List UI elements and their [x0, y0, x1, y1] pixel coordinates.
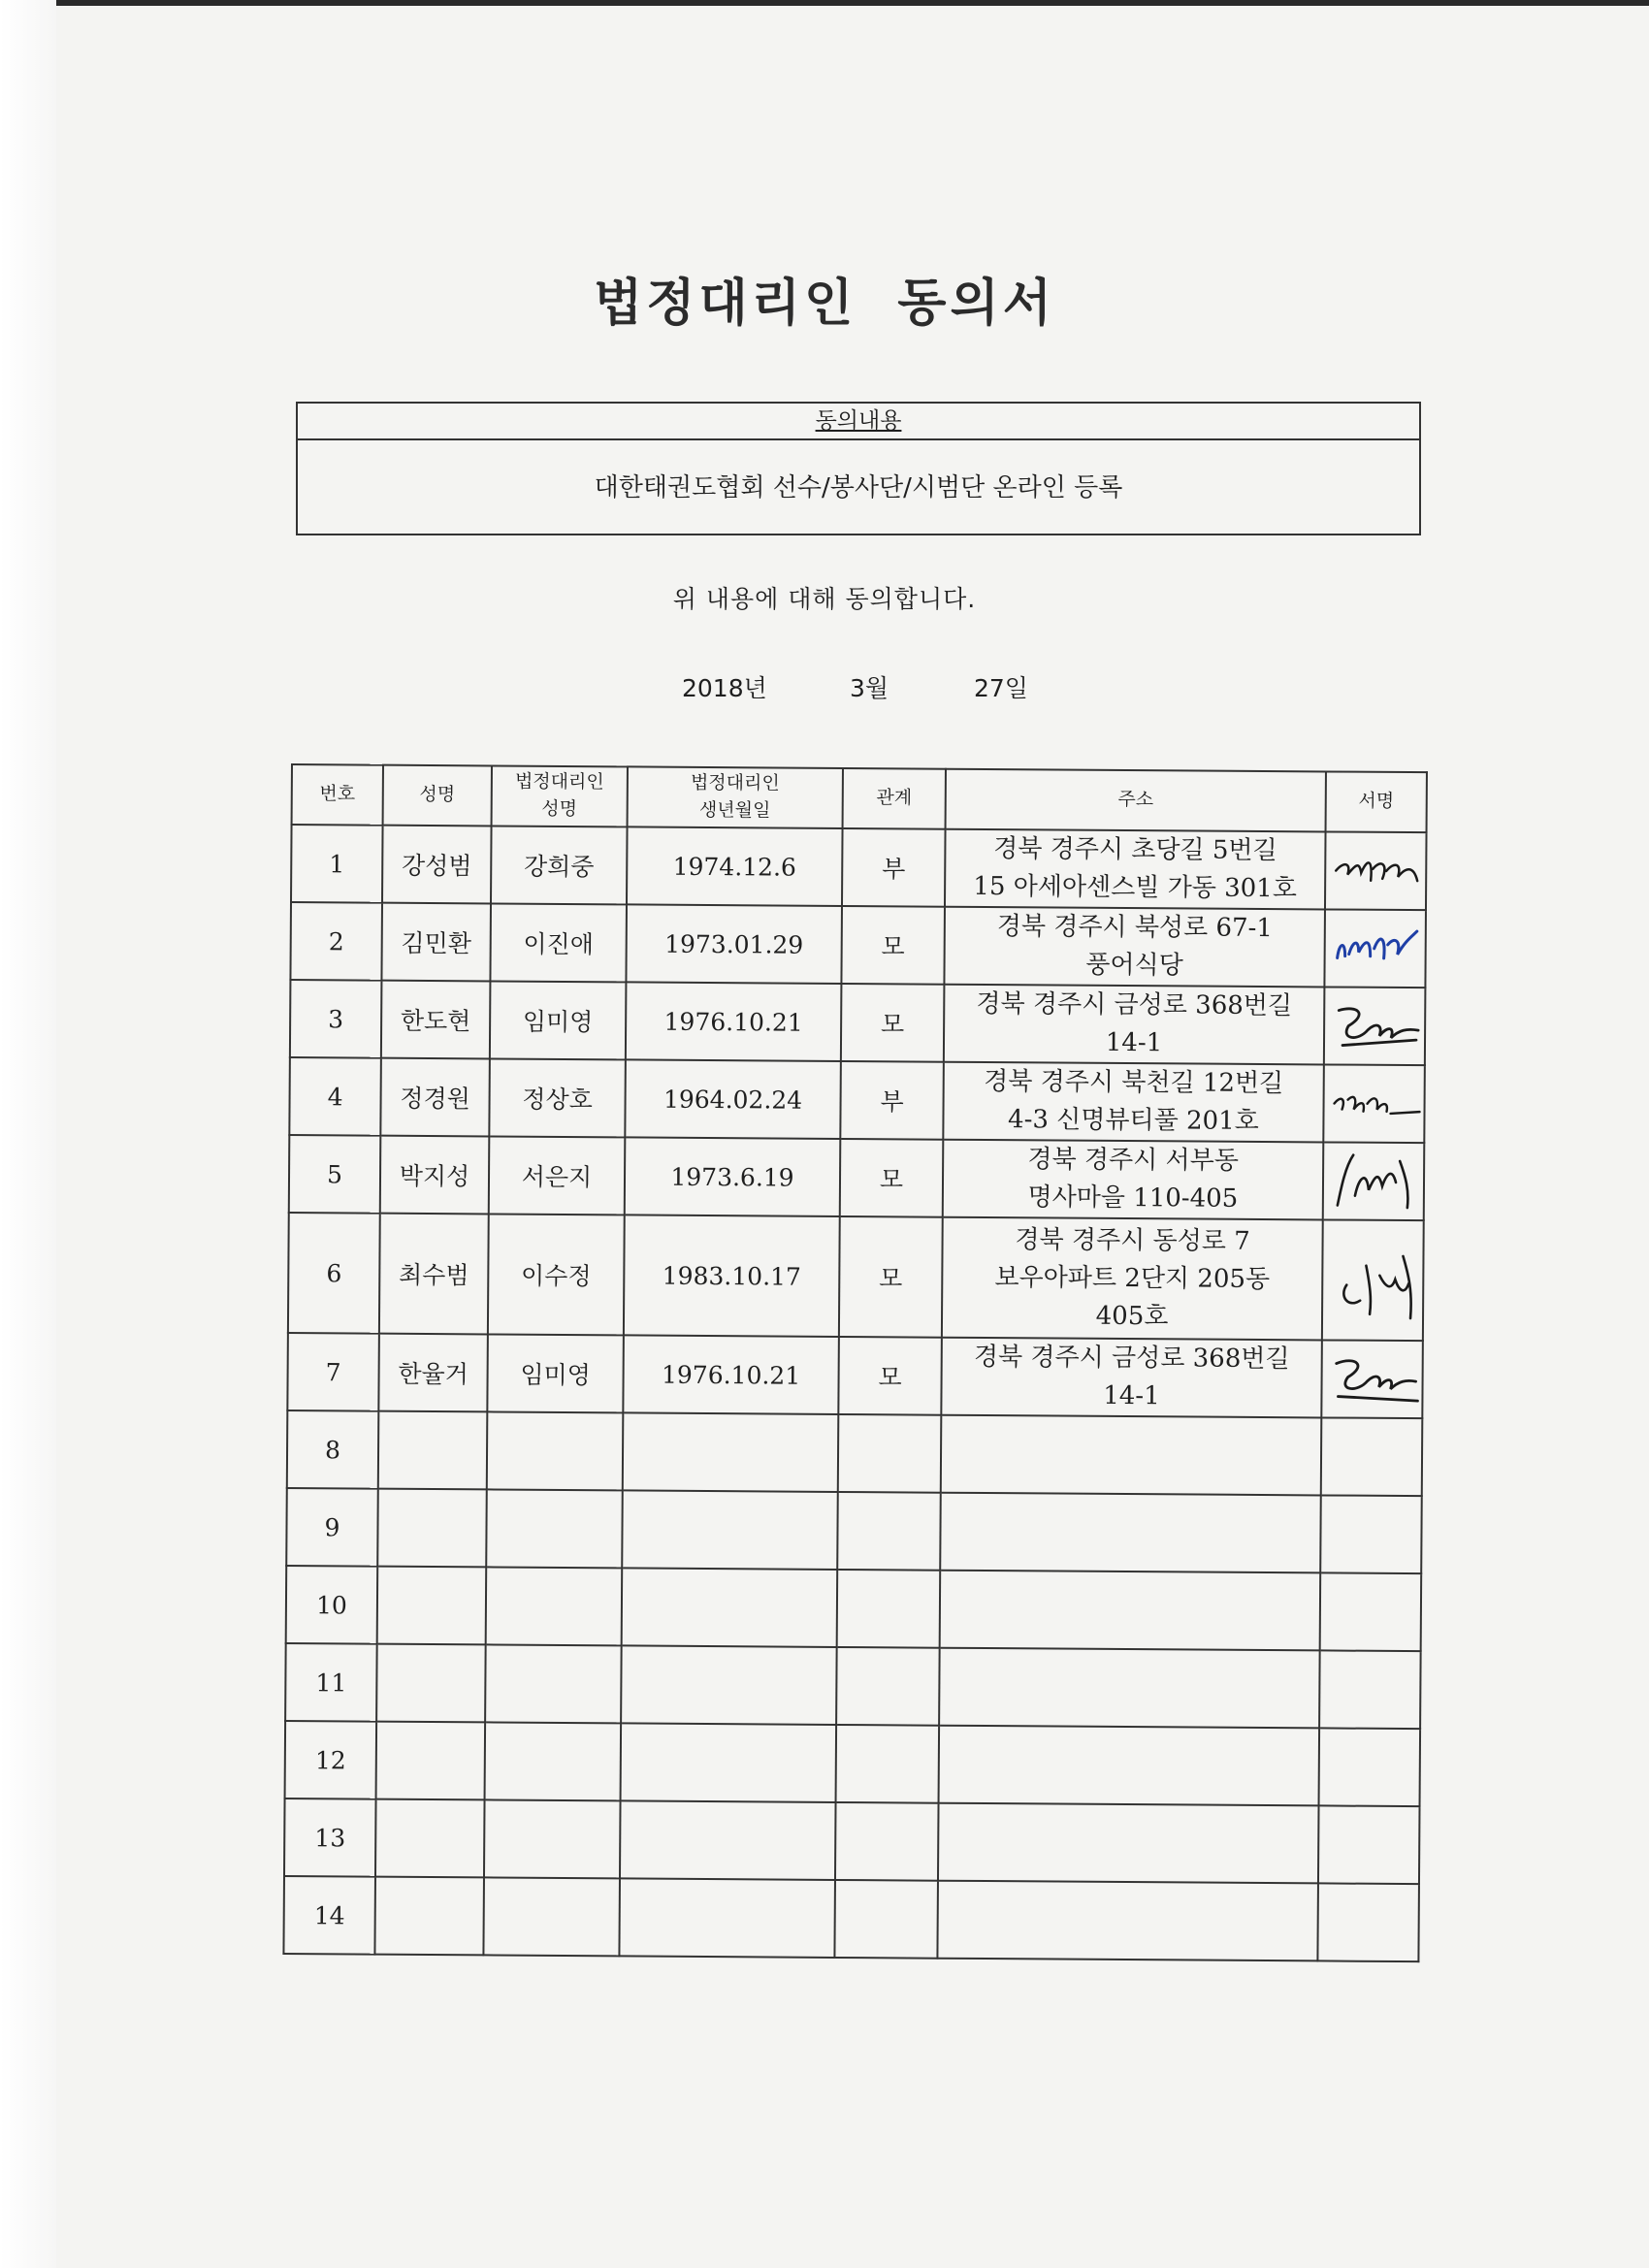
cell-address	[940, 1571, 1321, 1651]
cell-name	[377, 1489, 487, 1568]
cell-name: 한도현	[381, 981, 491, 1059]
cell-birth	[620, 1800, 836, 1880]
cell-signature	[1318, 1805, 1420, 1884]
cell-no: 7	[287, 1333, 379, 1411]
cell-guardian	[485, 1722, 622, 1800]
cell-no: 2	[290, 902, 382, 981]
cell-relation: 부	[840, 1061, 944, 1140]
cell-address	[938, 1803, 1319, 1884]
cell-relation	[837, 1492, 941, 1571]
cell-signature	[1324, 909, 1426, 988]
cell-signature	[1320, 1572, 1422, 1651]
cell-relation	[835, 1802, 939, 1881]
header-guardian-birth	[628, 766, 843, 828]
table-row	[283, 1876, 1419, 1961]
header-signature: 서명	[1326, 771, 1427, 832]
header-address: 주소	[946, 769, 1326, 832]
agreement-statement: 위 내용에 대해 동의합니다.	[672, 585, 977, 613]
signature-mark	[1328, 1147, 1421, 1215]
cell-birth: 1964.02.24	[625, 1059, 841, 1139]
cell-address	[943, 1140, 1324, 1220]
cell-birth	[621, 1723, 837, 1802]
table-row	[288, 1213, 1424, 1341]
address-line: 명사마을 110-405	[1027, 1183, 1239, 1214]
cell-guardian	[486, 1489, 623, 1568]
cell-guardian	[484, 1799, 621, 1878]
cell-guardian: 정상호	[489, 1058, 626, 1137]
cell-address	[941, 1338, 1322, 1418]
consent-header: 동의내용	[298, 404, 1419, 440]
address-line: 405호	[1095, 1301, 1169, 1331]
cell-no: 1	[291, 825, 383, 903]
address-line: 15 아세아센스빌 가동 301호	[973, 871, 1298, 904]
cell-name	[376, 1644, 486, 1723]
header-no: 번호	[292, 764, 383, 826]
cell-relation: 모	[840, 1139, 944, 1217]
cell-address	[943, 1062, 1324, 1143]
cell-name	[376, 1722, 486, 1800]
cell-no: 3	[290, 980, 382, 1058]
cell-address	[944, 907, 1325, 988]
cell-address	[944, 985, 1325, 1065]
cell-relation	[838, 1414, 942, 1493]
cell-signature	[1323, 1142, 1425, 1220]
address-line: 경북 경주시 서부동	[1027, 1145, 1240, 1176]
cell-guardian	[483, 1877, 620, 1956]
signature-mark	[1327, 1236, 1421, 1324]
address-line: 경북 경주시 북성로 67-1	[996, 912, 1274, 944]
cell-name: 김민환	[381, 903, 491, 982]
cell-signature	[1320, 1495, 1422, 1573]
cell-name	[377, 1567, 487, 1645]
cell-birth	[619, 1878, 835, 1958]
cell-name	[374, 1877, 484, 1956]
cell-signature	[1323, 1064, 1425, 1143]
header-relation: 관계	[843, 768, 946, 829]
cell-address	[939, 1648, 1320, 1729]
cell-no: 9	[286, 1488, 378, 1567]
date-month: 3월	[850, 674, 889, 702]
table-header-row	[292, 764, 1427, 832]
cell-name: 박지성	[380, 1136, 490, 1215]
header-guardian-name-line2: 성명	[541, 797, 578, 821]
cell-guardian: 서은지	[489, 1136, 626, 1215]
address-line: 4-3 신명뷰티풀 201호	[1007, 1105, 1259, 1136]
cell-birth	[621, 1645, 837, 1725]
cell-name	[375, 1799, 485, 1878]
cell-birth: 1973.01.29	[626, 904, 842, 984]
cell-name: 정경원	[380, 1058, 490, 1137]
cell-no: 13	[284, 1798, 376, 1877]
cell-signature	[1317, 1883, 1419, 1961]
address-line: 경북 경주시 북천길 12번길	[984, 1066, 1284, 1099]
signature-mark	[1329, 996, 1422, 1055]
cell-signature	[1325, 831, 1427, 910]
table-row	[284, 1798, 1420, 1884]
cell-guardian: 이진애	[490, 903, 627, 982]
cell-no: 14	[283, 1876, 375, 1955]
table-row	[289, 1057, 1425, 1143]
header-guardian-name-line1: 법정대리인	[514, 771, 604, 794]
cell-guardian	[485, 1644, 622, 1723]
cell-birth: 1973.6.19	[625, 1137, 841, 1216]
cell-guardian	[486, 1567, 623, 1645]
cell-relation: 모	[841, 906, 945, 985]
cell-address	[939, 1726, 1320, 1806]
table-row	[291, 825, 1427, 910]
table-row	[286, 1566, 1422, 1651]
consent-box	[296, 402, 1421, 535]
guardian-roster-table	[282, 763, 1428, 1962]
cell-guardian	[487, 1411, 624, 1490]
date-day: 27일	[974, 674, 1028, 702]
cell-no: 5	[289, 1135, 381, 1214]
table-row	[287, 1410, 1423, 1496]
cell-guardian: 임미영	[490, 981, 627, 1059]
address-line: 경북 경주시 동성로 7	[1015, 1224, 1250, 1256]
cell-no: 6	[288, 1213, 380, 1334]
table-row	[290, 902, 1426, 988]
cell-address	[940, 1493, 1321, 1573]
signature-mark	[1329, 919, 1422, 978]
cell-birth	[622, 1490, 838, 1570]
cell-relation	[836, 1647, 940, 1726]
cell-guardian: 임미영	[487, 1334, 624, 1412]
table-row	[289, 1135, 1425, 1220]
document-title: 법정대리인 동의서	[594, 275, 1055, 333]
address-line: 14-1	[1105, 1027, 1163, 1058]
cell-birth	[623, 1412, 839, 1492]
cell-name: 강성범	[382, 826, 492, 904]
cell-no: 12	[285, 1721, 377, 1799]
cell-signature	[1319, 1650, 1421, 1729]
cell-guardian: 강희중	[491, 826, 628, 904]
cell-address	[941, 1415, 1322, 1496]
cell-signature	[1321, 1340, 1423, 1418]
header-guardian-birth-line2: 생년월일	[698, 798, 771, 822]
cell-relation: 모	[839, 1216, 943, 1338]
header-guardian-birth-line1: 법정대리인	[690, 772, 780, 794]
cell-birth	[622, 1568, 838, 1647]
address-line: 경북 경주시 금성로 368번길	[976, 988, 1293, 1021]
cell-no: 4	[289, 1057, 381, 1136]
consent-text: 대한태권도협회 선수/봉사단/시범단 온라인 등록	[594, 473, 1123, 502]
cell-relation	[834, 1880, 938, 1959]
table-row	[286, 1488, 1422, 1573]
signature-mark	[1330, 841, 1423, 900]
header-guardian-name	[492, 765, 628, 826]
header-name: 성명	[383, 765, 492, 826]
address-line: 경북 경주시 초당길 5번길	[993, 834, 1277, 866]
cell-guardian: 이수정	[488, 1214, 625, 1335]
cell-signature	[1322, 1219, 1424, 1341]
table-row	[290, 980, 1426, 1065]
cell-relation: 모	[838, 1337, 942, 1415]
table-row	[285, 1643, 1421, 1729]
cell-birth: 1983.10.17	[624, 1215, 840, 1337]
cell-signature	[1324, 987, 1426, 1065]
address-line: 경북 경주시 금성로 368번길	[973, 1342, 1290, 1375]
signature-mark	[1328, 1074, 1421, 1133]
cell-relation: 모	[841, 984, 945, 1062]
signature-mark	[1326, 1349, 1419, 1409]
cell-no: 11	[285, 1643, 377, 1722]
scan-left-margin	[0, 0, 56, 2268]
cell-name: 최수범	[379, 1214, 489, 1335]
cell-birth: 1976.10.21	[623, 1335, 839, 1414]
date-year: 2018년	[682, 674, 767, 702]
scan-top-edge	[0, 0, 1649, 6]
table-row	[285, 1721, 1421, 1806]
cell-birth: 1974.12.6	[627, 826, 843, 906]
cell-birth: 1976.10.21	[626, 982, 842, 1061]
cell-name	[378, 1411, 488, 1490]
cell-relation: 부	[842, 828, 946, 907]
address-line: 14-1	[1103, 1380, 1160, 1411]
cell-no: 10	[286, 1566, 378, 1644]
cell-name: 한율거	[378, 1334, 488, 1412]
cell-address	[945, 829, 1326, 910]
cell-relation	[837, 1570, 941, 1648]
table-row	[287, 1333, 1423, 1418]
address-line: 풍어식당	[1085, 950, 1183, 981]
cell-relation	[836, 1725, 940, 1803]
cell-signature	[1321, 1417, 1423, 1496]
cell-no: 8	[287, 1410, 379, 1489]
cell-address	[937, 1881, 1318, 1961]
address-line: 보우아파트 2단지 205동	[994, 1262, 1271, 1294]
cell-address	[942, 1217, 1323, 1341]
cell-signature	[1319, 1728, 1421, 1806]
